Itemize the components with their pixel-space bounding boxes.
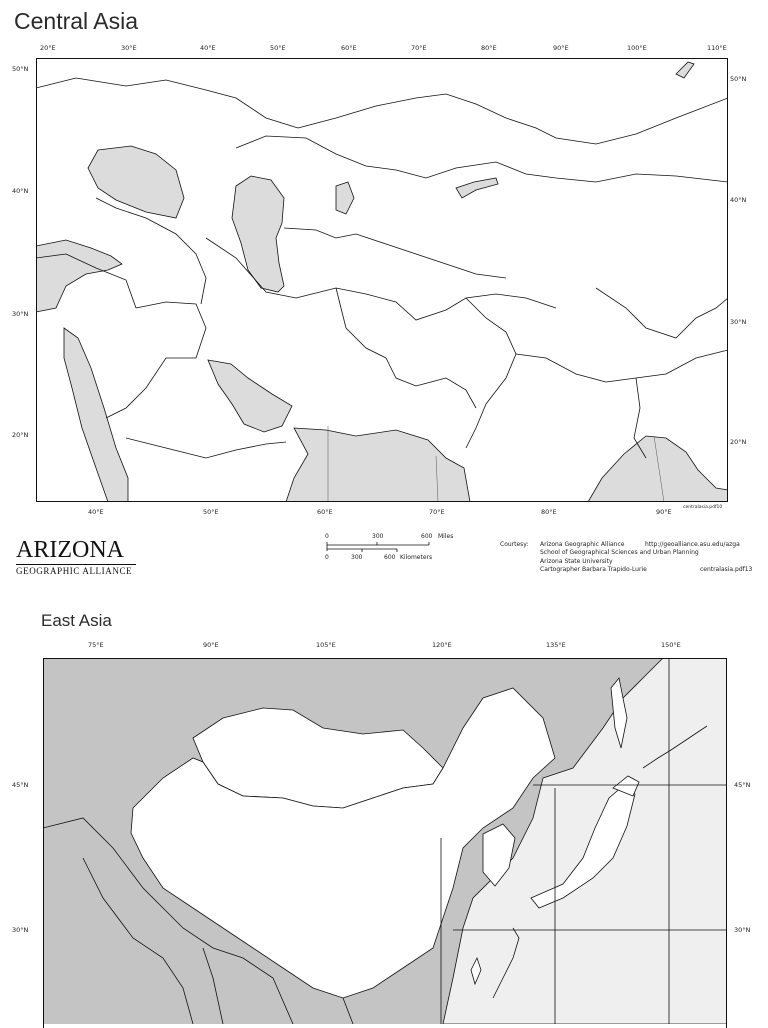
lon-label: 70°E bbox=[411, 44, 427, 52]
scale-miles-unit: Miles bbox=[438, 533, 454, 540]
lat-label: 40°N bbox=[730, 196, 747, 204]
lon-label: 40°E bbox=[88, 508, 104, 516]
credits-university: Arizona State University bbox=[540, 558, 613, 565]
lat-label: 50°N bbox=[730, 75, 747, 83]
east-asia-title: East Asia bbox=[41, 611, 112, 630]
scale-km-unit: Kilometers bbox=[400, 554, 433, 561]
logo-wordmark: ARIZONA bbox=[16, 537, 124, 563]
scale-km-600: 600 bbox=[384, 554, 396, 561]
lat-label: 50°N bbox=[12, 65, 29, 73]
east-asia-map-frame bbox=[43, 658, 727, 1028]
scale-km-0: 0 bbox=[325, 554, 329, 561]
lon-label: 20°E bbox=[40, 44, 56, 52]
lon-label: 50°E bbox=[203, 508, 219, 516]
lon-label: 110°E bbox=[707, 44, 727, 52]
lat-label: 30°N bbox=[12, 926, 29, 934]
credits-url: http://geoalliance.asu.edu/azga bbox=[645, 541, 740, 548]
lon-label: 120°E bbox=[432, 641, 452, 649]
credits-org: Arizona Geographic Alliance bbox=[540, 541, 625, 548]
lat-label: 30°N bbox=[12, 310, 29, 318]
logo-subtitle: GEOGRAPHIC ALLIANCE bbox=[16, 564, 136, 576]
lon-label: 75°E bbox=[88, 641, 104, 649]
lon-label: 90°E bbox=[553, 44, 569, 52]
lat-label: 45°N bbox=[12, 781, 29, 789]
lat-label: 30°N bbox=[734, 926, 751, 934]
lon-label: 60°E bbox=[317, 508, 333, 516]
lon-label: 60°E bbox=[341, 44, 357, 52]
central-asia-map-frame bbox=[36, 58, 728, 502]
credits-file-code: centralasia.pdf13 bbox=[700, 566, 753, 573]
scale-miles-600: 600 bbox=[421, 533, 433, 540]
credits-cartographer: Cartographer Barbara Trapido-Lurie bbox=[540, 566, 647, 573]
lon-label: 30°E bbox=[121, 44, 137, 52]
scale-miles-0: 0 bbox=[325, 533, 329, 540]
lat-label: 30°N bbox=[730, 318, 747, 326]
lon-label: 100°E bbox=[627, 44, 647, 52]
lon-label: 90°E bbox=[203, 641, 219, 649]
credits-school: School of Geographical Sciences and Urban Planning bbox=[540, 549, 699, 556]
lon-label: 105°E bbox=[316, 641, 336, 649]
lat-label: 20°N bbox=[730, 438, 747, 446]
lon-label: 70°E bbox=[429, 508, 445, 516]
lon-label: 80°E bbox=[541, 508, 557, 516]
lon-label: 40°E bbox=[200, 44, 216, 52]
lon-label: 80°E bbox=[481, 44, 497, 52]
lat-label: 20°N bbox=[12, 431, 29, 439]
lon-label: 135°E bbox=[546, 641, 566, 649]
lat-label: 45°N bbox=[734, 781, 751, 789]
file-code-small: centralasia.pdf10 bbox=[683, 505, 723, 510]
central-asia-title: Central Asia bbox=[14, 8, 139, 34]
scale-bar-graphic bbox=[325, 541, 435, 553]
lon-label: 50°E bbox=[270, 44, 286, 52]
scale-km-300: 300 bbox=[351, 554, 363, 561]
scale-miles-300: 300 bbox=[372, 533, 384, 540]
lon-label: 150°E bbox=[661, 641, 681, 649]
credits-label: Courtesy: bbox=[500, 541, 529, 548]
lon-label: 90°E bbox=[656, 508, 672, 516]
lat-label: 40°N bbox=[12, 187, 29, 195]
arizona-geographic-alliance-logo bbox=[16, 537, 136, 576]
